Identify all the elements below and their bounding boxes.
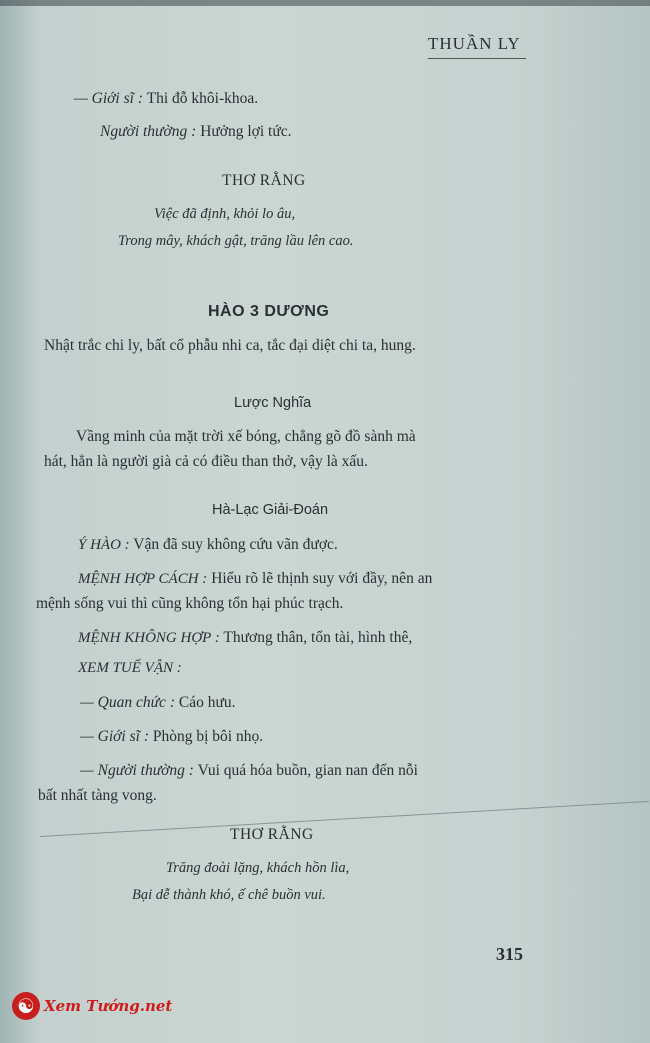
nguoi-thuong-text: Hưởng lợi tức.	[200, 123, 292, 140]
y-hao-label: Ý HÀO :	[78, 537, 130, 553]
quan-chuc-text: Cáo hưu.	[178, 694, 236, 711]
nguoi-thuong-2-label: — Người thường :	[80, 762, 194, 779]
luoc-nghia-heading: Lược Nghĩa	[234, 395, 312, 411]
gioi-si-2-label: — Giới sĩ :	[80, 728, 149, 745]
gioi-si-2-line	[80, 728, 263, 746]
watermark-text: Xem Tướng.net	[44, 997, 173, 1015]
nguoi-thuong-label: Người thường :	[100, 123, 197, 140]
poem-2-line-1: Trăng đoài lặng, khách hồn lìa,	[166, 860, 350, 876]
menh-khong-line	[78, 629, 412, 647]
gioi-si-line	[74, 90, 258, 108]
luoc-nghia-line-1: Vầng minh của mặt trời xế bóng, chẳng gõ đồ sành mà	[76, 428, 416, 445]
hao-3-heading: HÀO 3 DƯƠNG	[208, 303, 330, 320]
xem-tue-label: XEM TUẾ VẬN :	[78, 660, 182, 676]
y-hao-text: Vận đã suy không cứu vãn được.	[133, 536, 338, 553]
watermark-logo	[12, 990, 172, 1022]
poem-2-line-2: Bại dễ thành khó, ế chê buồn vui.	[132, 887, 326, 903]
y-hao-line	[78, 536, 338, 554]
gioi-si-2-text: Phòng bị bôi nhọ.	[152, 728, 264, 745]
menh-khong-label: MỆNH KHÔNG HỢP :	[78, 630, 220, 646]
header-rule	[428, 58, 526, 59]
poem-title-1: THƠ RẰNG	[222, 172, 306, 189]
page-number: 315	[496, 944, 523, 964]
hao-3-verse: Nhật trắc chi ly, bất cổ phẫu nhi ca, tắc đại diệt chi ta, hung.	[44, 337, 416, 354]
quan-chuc-label: — Quan chức :	[80, 694, 175, 711]
page-crease	[40, 801, 649, 837]
poem-1-line-2: Trong mây, khách gật, trăng lầu lên cao.	[118, 233, 354, 249]
gioi-si-label: — Giới sĩ :	[74, 90, 143, 107]
gioi-si-text: Thi đỗ khôi-khoa.	[146, 90, 259, 107]
nguoi-thuong-line	[100, 123, 292, 141]
nguoi-thuong-2-line	[80, 762, 418, 780]
yin-yang-icon: ☯	[12, 992, 40, 1020]
running-title: THUẦN LY	[428, 34, 521, 53]
poem-1-line-1: Việc đã định, khỏi lo âu,	[154, 206, 296, 222]
menh-hop-text-2: mệnh sống vui thì cũng không tổn hại phúc trạch.	[36, 595, 344, 612]
poem-title-2: THƠ RẰNG	[230, 826, 314, 843]
menh-hop-line	[78, 570, 432, 588]
nguoi-thuong-2-text-1: Vui quá hóa buồn, gian nan đến nỗi	[197, 762, 418, 779]
luoc-nghia-line-2: hát, hẳn là người già cả có điều than thở, vậy là xấu.	[44, 453, 368, 470]
menh-khong-text: Thương thân, tổn tài, hình thê,	[223, 629, 413, 646]
ha-lac-heading: Hà-Lạc Giải-Đoán	[212, 502, 329, 518]
nguoi-thuong-2-text-2: bất nhất tàng vong.	[38, 787, 157, 804]
menh-hop-text-1: Hiểu rõ lẽ thịnh suy với đầy, nên an	[211, 570, 433, 587]
menh-hop-label: MỆNH HỢP CÁCH :	[78, 571, 208, 587]
quan-chuc-line	[80, 694, 235, 712]
top-edge	[0, 0, 650, 6]
